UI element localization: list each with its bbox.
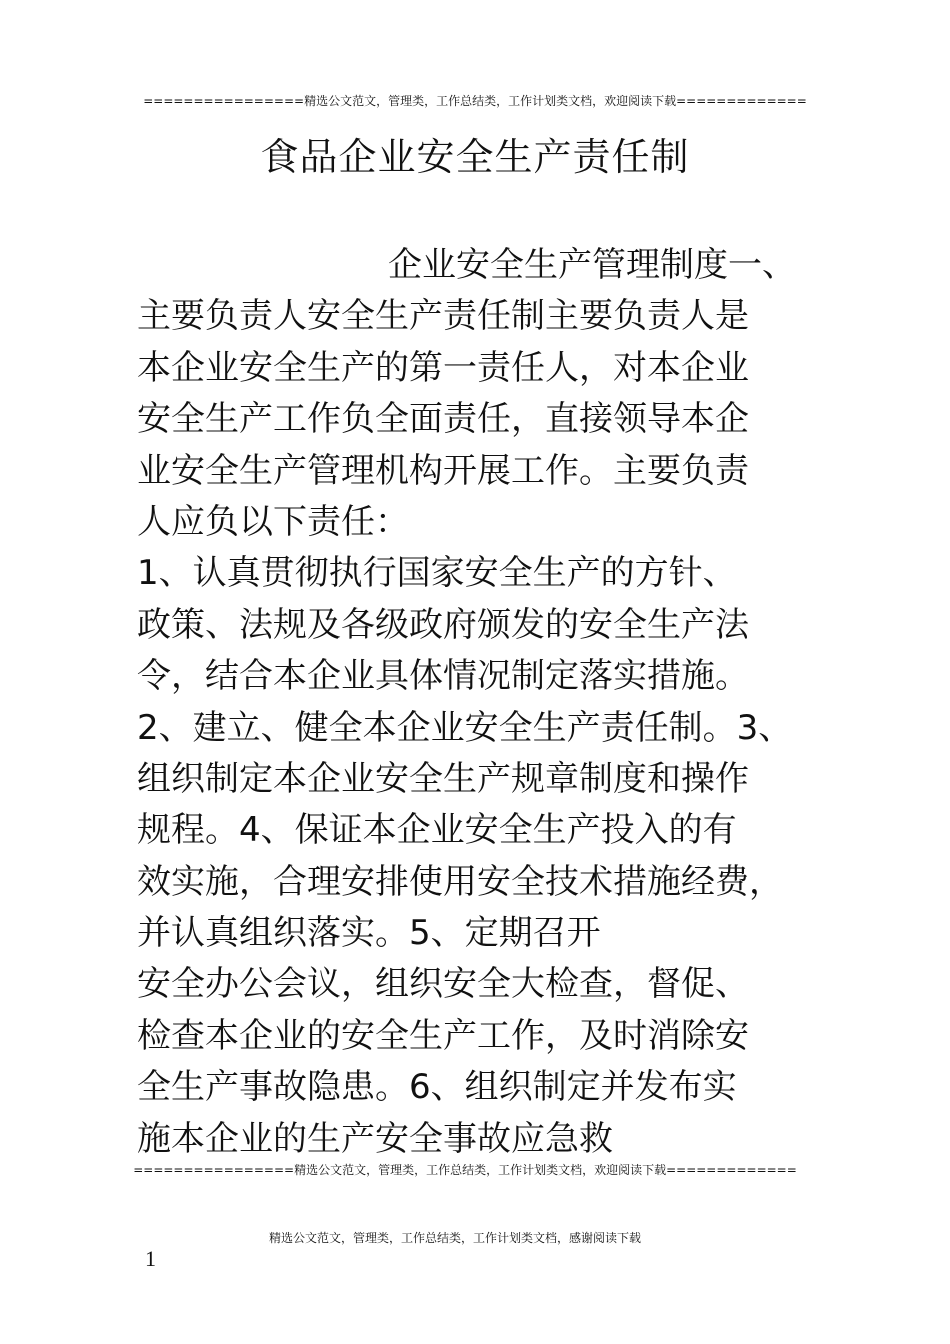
footer-banner: ================精选公文范文，管理类，工作总结类，工作计划类文档，欢迎阅读下载============= — [133, 1163, 797, 1177]
body-line: 本企业安全生产的第一责任人，对本企业 — [137, 347, 749, 388]
footer-note: 精选公文范文，管理类，工作总结类，工作计划类文档，感谢阅读下载 — [268, 1231, 641, 1245]
body-line: 效实施，合理安排使用安全技术措施经费， — [137, 861, 783, 902]
body-line: 业安全生产管理机构开展工作。主要负责 — [137, 450, 749, 491]
body-line: 2、建立、健全本企业安全生产责任制。3、 — [137, 707, 793, 748]
body-line: 安全办公会议，组织安全大检查，督促、 — [137, 964, 749, 1005]
document-title: 食品企业安全生产责任制 — [260, 135, 690, 179]
body-line: 人应负以下责任： — [137, 501, 409, 542]
body-line: 全生产事故隐患。6、组织制定并发布实 — [137, 1067, 737, 1108]
page-number: 1 — [145, 1246, 156, 1271]
body-line: 组织制定本企业安全生产规章制度和操作 — [137, 758, 749, 799]
body-line: 施本企业的生产安全事故应急救 — [137, 1118, 613, 1159]
body-line: 企业安全生产管理制度一、 — [388, 245, 796, 285]
document-body — [137, 240, 857, 1165]
body-line: 1、认真贯彻执行国家安全生产的方针、 — [137, 553, 737, 594]
body-line: 并认真组织落实。5、定期召开 — [137, 913, 601, 954]
body-line: 检查本企业的安全生产工作，及时消除安 — [137, 1015, 749, 1056]
body-line: 政策、法规及各级政府颁发的安全生产法 — [137, 604, 749, 645]
body-line: 安全生产工作负全面责任，直接领导本企 — [137, 399, 749, 440]
header-banner: ================精选公文范文，管理类，工作总结类，工作计划类文档，欢迎阅读下载============= — [143, 94, 807, 108]
body-line: 令，结合本企业具体情况制定落实措施。 — [137, 656, 749, 697]
body-line: 规程。4、保证本企业安全生产投入的有 — [137, 810, 737, 851]
body-line: 主要负责人安全生产责任制主要负责人是 — [137, 296, 749, 337]
